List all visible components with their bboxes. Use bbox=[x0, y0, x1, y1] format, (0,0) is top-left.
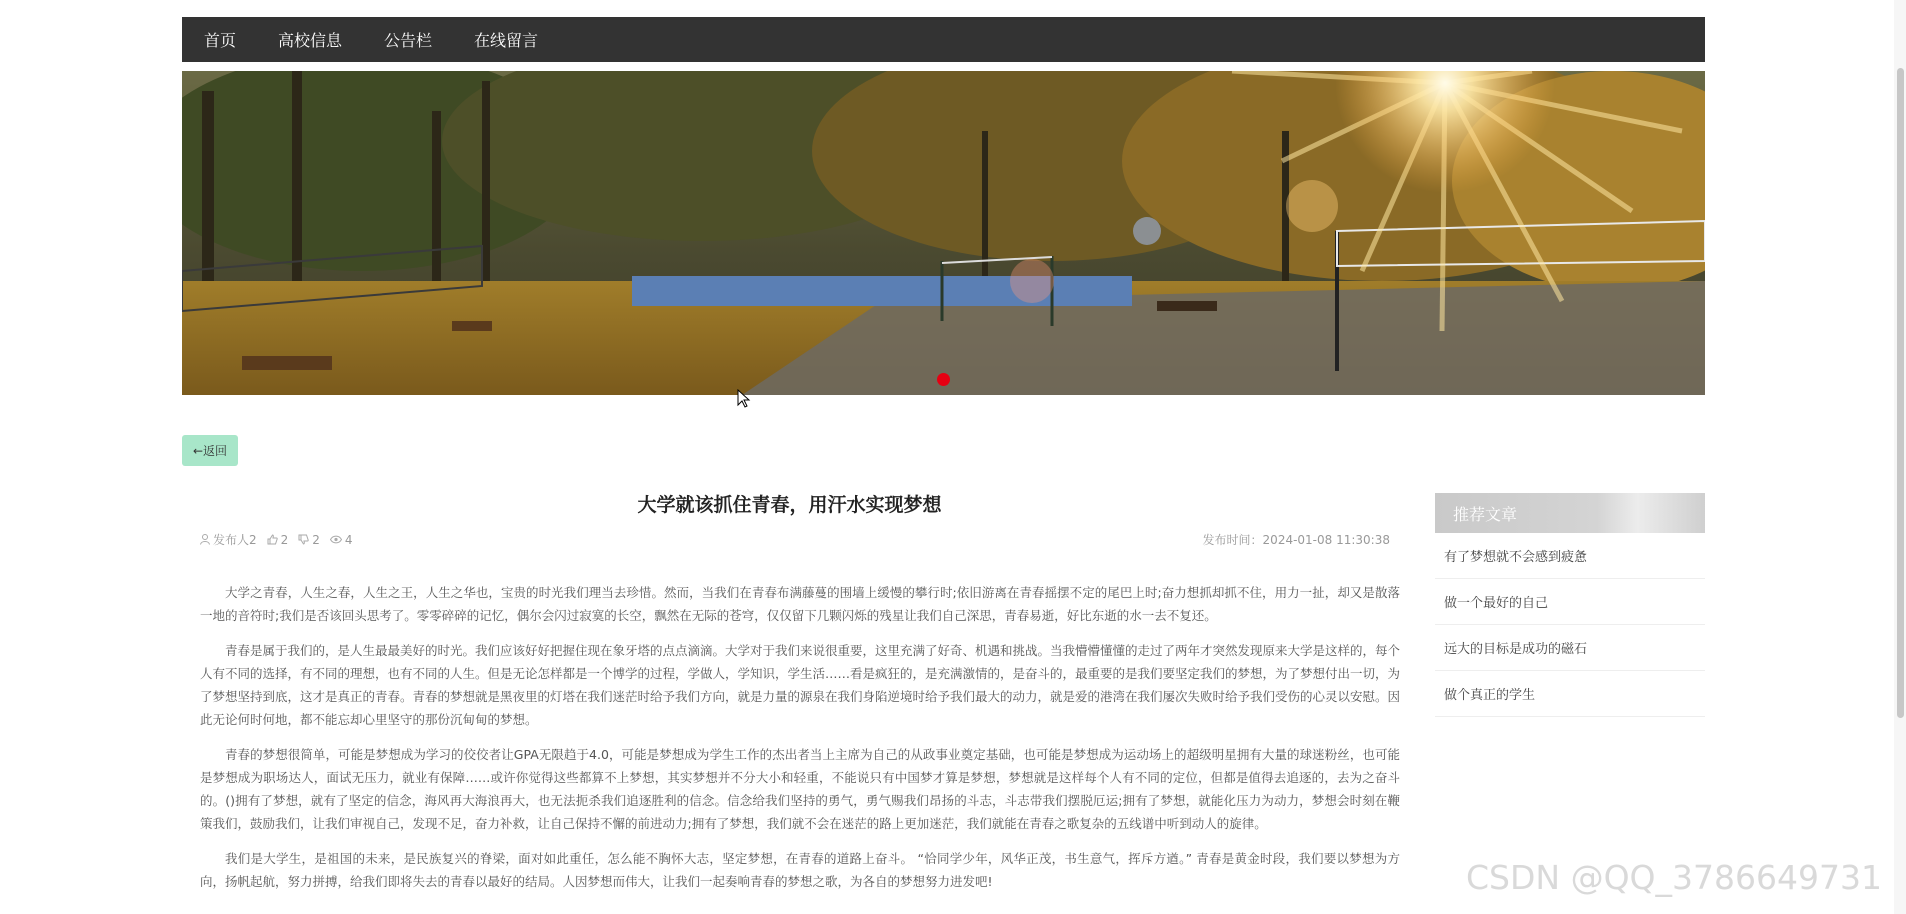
recommended-item[interactable]: 有了梦想就不会感到疲惫 bbox=[1435, 533, 1705, 579]
publish-time: 发布时间：2024-01-08 11:30:38 bbox=[1202, 533, 1390, 547]
top-navbar bbox=[182, 17, 1705, 62]
banner-carousel[interactable] bbox=[182, 71, 1705, 395]
like-count: 2 bbox=[280, 532, 289, 547]
article-paragraph: 青春是属于我们的，是人生最最美好的时光。我们应该好好把握住现在象牙塔的点点滴滴。大学对于我们来说很重要，这里充满了好奇、机遇和挑战。当我懵懵懂懂的走过了两年才突然发现原来大学是这样的，每个人有不同的选择，有不同的理想，也有不同的人生。但是无论怎样都是一个博学的过程，学做人，学知识，学生活……看是疯狂的，是充满激情的，是奋斗的，最重要的是我们要坚定我们的梦想，为了梦想付出一切，为了梦想坚持到底，这才是真正的青春。青春的梦想就是黑夜里的灯塔在我们迷茫时给予我们方向，就是力量的源泉在我们身陷逆境时给予我们最大的动力，就是爱的港湾在我们屡次失败时给予我们受伤的心灵以安慰。因此无论何时何地，都不能忘却心里坚守的那份沉甸甸的梦想。 bbox=[200, 643, 1401, 727]
recommended-item[interactable]: 远大的目标是成功的磁石 bbox=[1435, 625, 1705, 671]
dislike-count: 2 bbox=[312, 532, 320, 547]
article-paragraph: 大学之青春，人生之春，人生之王，人生之华也，宝贵的时光我们理当去珍惜。然而，当我们在青春布满藤蔓的围墙上缓慢的攀行时;依旧游离在青春摇摆不定的尾巴上时;奋力想抓却抓不住，用力一扯，却又是散落一地的音符时;我们是否该回头思考了。零零碎碎的记忆，偶尔会闪过寂寞的长空，飘然在无际的苍穹，仅仅留下几颗闪烁的残星让我们自己深思，青春易逝，好比东逝的水一去不复还。 bbox=[200, 585, 1400, 623]
watermark: CSDN @QQ_3786649731 bbox=[1466, 858, 1882, 897]
carousel-dot-active[interactable] bbox=[937, 373, 950, 386]
nav-item-universities[interactable]: 高校信息 bbox=[278, 31, 343, 50]
dislike-meta[interactable] bbox=[298, 533, 320, 547]
banner-image bbox=[182, 71, 1705, 395]
author-meta bbox=[200, 531, 257, 548]
article-meta bbox=[200, 531, 363, 548]
like-meta[interactable] bbox=[267, 533, 289, 547]
thumbs-up-icon bbox=[267, 534, 278, 545]
nav-item-home[interactable]: 首页 bbox=[204, 31, 237, 50]
mouse-cursor-icon bbox=[737, 389, 751, 409]
article-body bbox=[200, 581, 1400, 905]
nav-item-message[interactable]: 在线留言 bbox=[474, 31, 539, 50]
sidebar-title: 推荐文章 bbox=[1435, 493, 1705, 533]
nav-item-bulletin[interactable]: 公告栏 bbox=[384, 31, 433, 50]
views-meta bbox=[330, 533, 353, 547]
eye-icon bbox=[330, 535, 342, 544]
recommended-articles bbox=[1435, 493, 1705, 717]
recommended-item[interactable]: 做一个最好的自己 bbox=[1435, 579, 1705, 625]
article-paragraph: 我们是大学生，是祖国的未来，是民族复兴的脊梁，面对如此重任，怎么能不胸怀大志，坚定梦想，在青春的道路上奋斗。 “恰同学少年，风华正茂，书生意气，挥斥方遒。” 青春是黄金时段，我们要以梦想为方向，扬帆起航，努力拼搏，给我们即将失去的青春以最好的结局。人因梦想而伟大，让我们一起奏响青春的梦想之歌，为各自的梦想努力进发吧! bbox=[200, 851, 1400, 889]
scrollbar-thumb[interactable] bbox=[1897, 68, 1904, 718]
author-name: 发布人2 bbox=[213, 533, 257, 547]
article-title: 大学就该抓住青春，用汗水实现梦想 bbox=[637, 494, 942, 516]
view-count: 4 bbox=[344, 532, 353, 547]
article-paragraph: 青春的梦想很简单，可能是梦想成为学习的佼佼者让GPA无限趋于4.0，可能是梦想成为学生工作的杰出者当上主席为自己的从政事业奠定基础，也可能是梦想成为运动场上的超级明星拥有大量的球迷粉丝，也可能是梦想成为职场达人，面试无压力，就业有保障……或许你觉得这些都算不上梦想，其实梦想并不分大小和轻重，不能说只有中国梦才算是梦想，梦想就是这样每个人有不同的定位，但都是值得去追逐的，去为之奋斗的。()拥有了梦想，就有了坚定的信念，海风再大海浪再大，也无法扼杀我们追逐胜利的信念。信念给我们坚持的勇气，勇气赐我们昂扬的斗志，斗志带我们摆脱厄运;拥有了梦想，就能化压力为动力，梦想会时刻在鞭策我们，鼓励我们，让我们审视自己，发现不足，奋力补救，让自己保持不懈的前进动力;拥有了梦想，我们就不会在迷茫的路上更加迷茫，我们就能在青春之歌复杂的五线谱中听到动人的旋律。 bbox=[200, 747, 1400, 831]
user-icon bbox=[200, 534, 210, 545]
thumbs-down-icon bbox=[298, 534, 309, 545]
recommended-item[interactable]: 做个真正的学生 bbox=[1435, 671, 1705, 717]
back-button[interactable]: ←返回 bbox=[182, 435, 238, 466]
